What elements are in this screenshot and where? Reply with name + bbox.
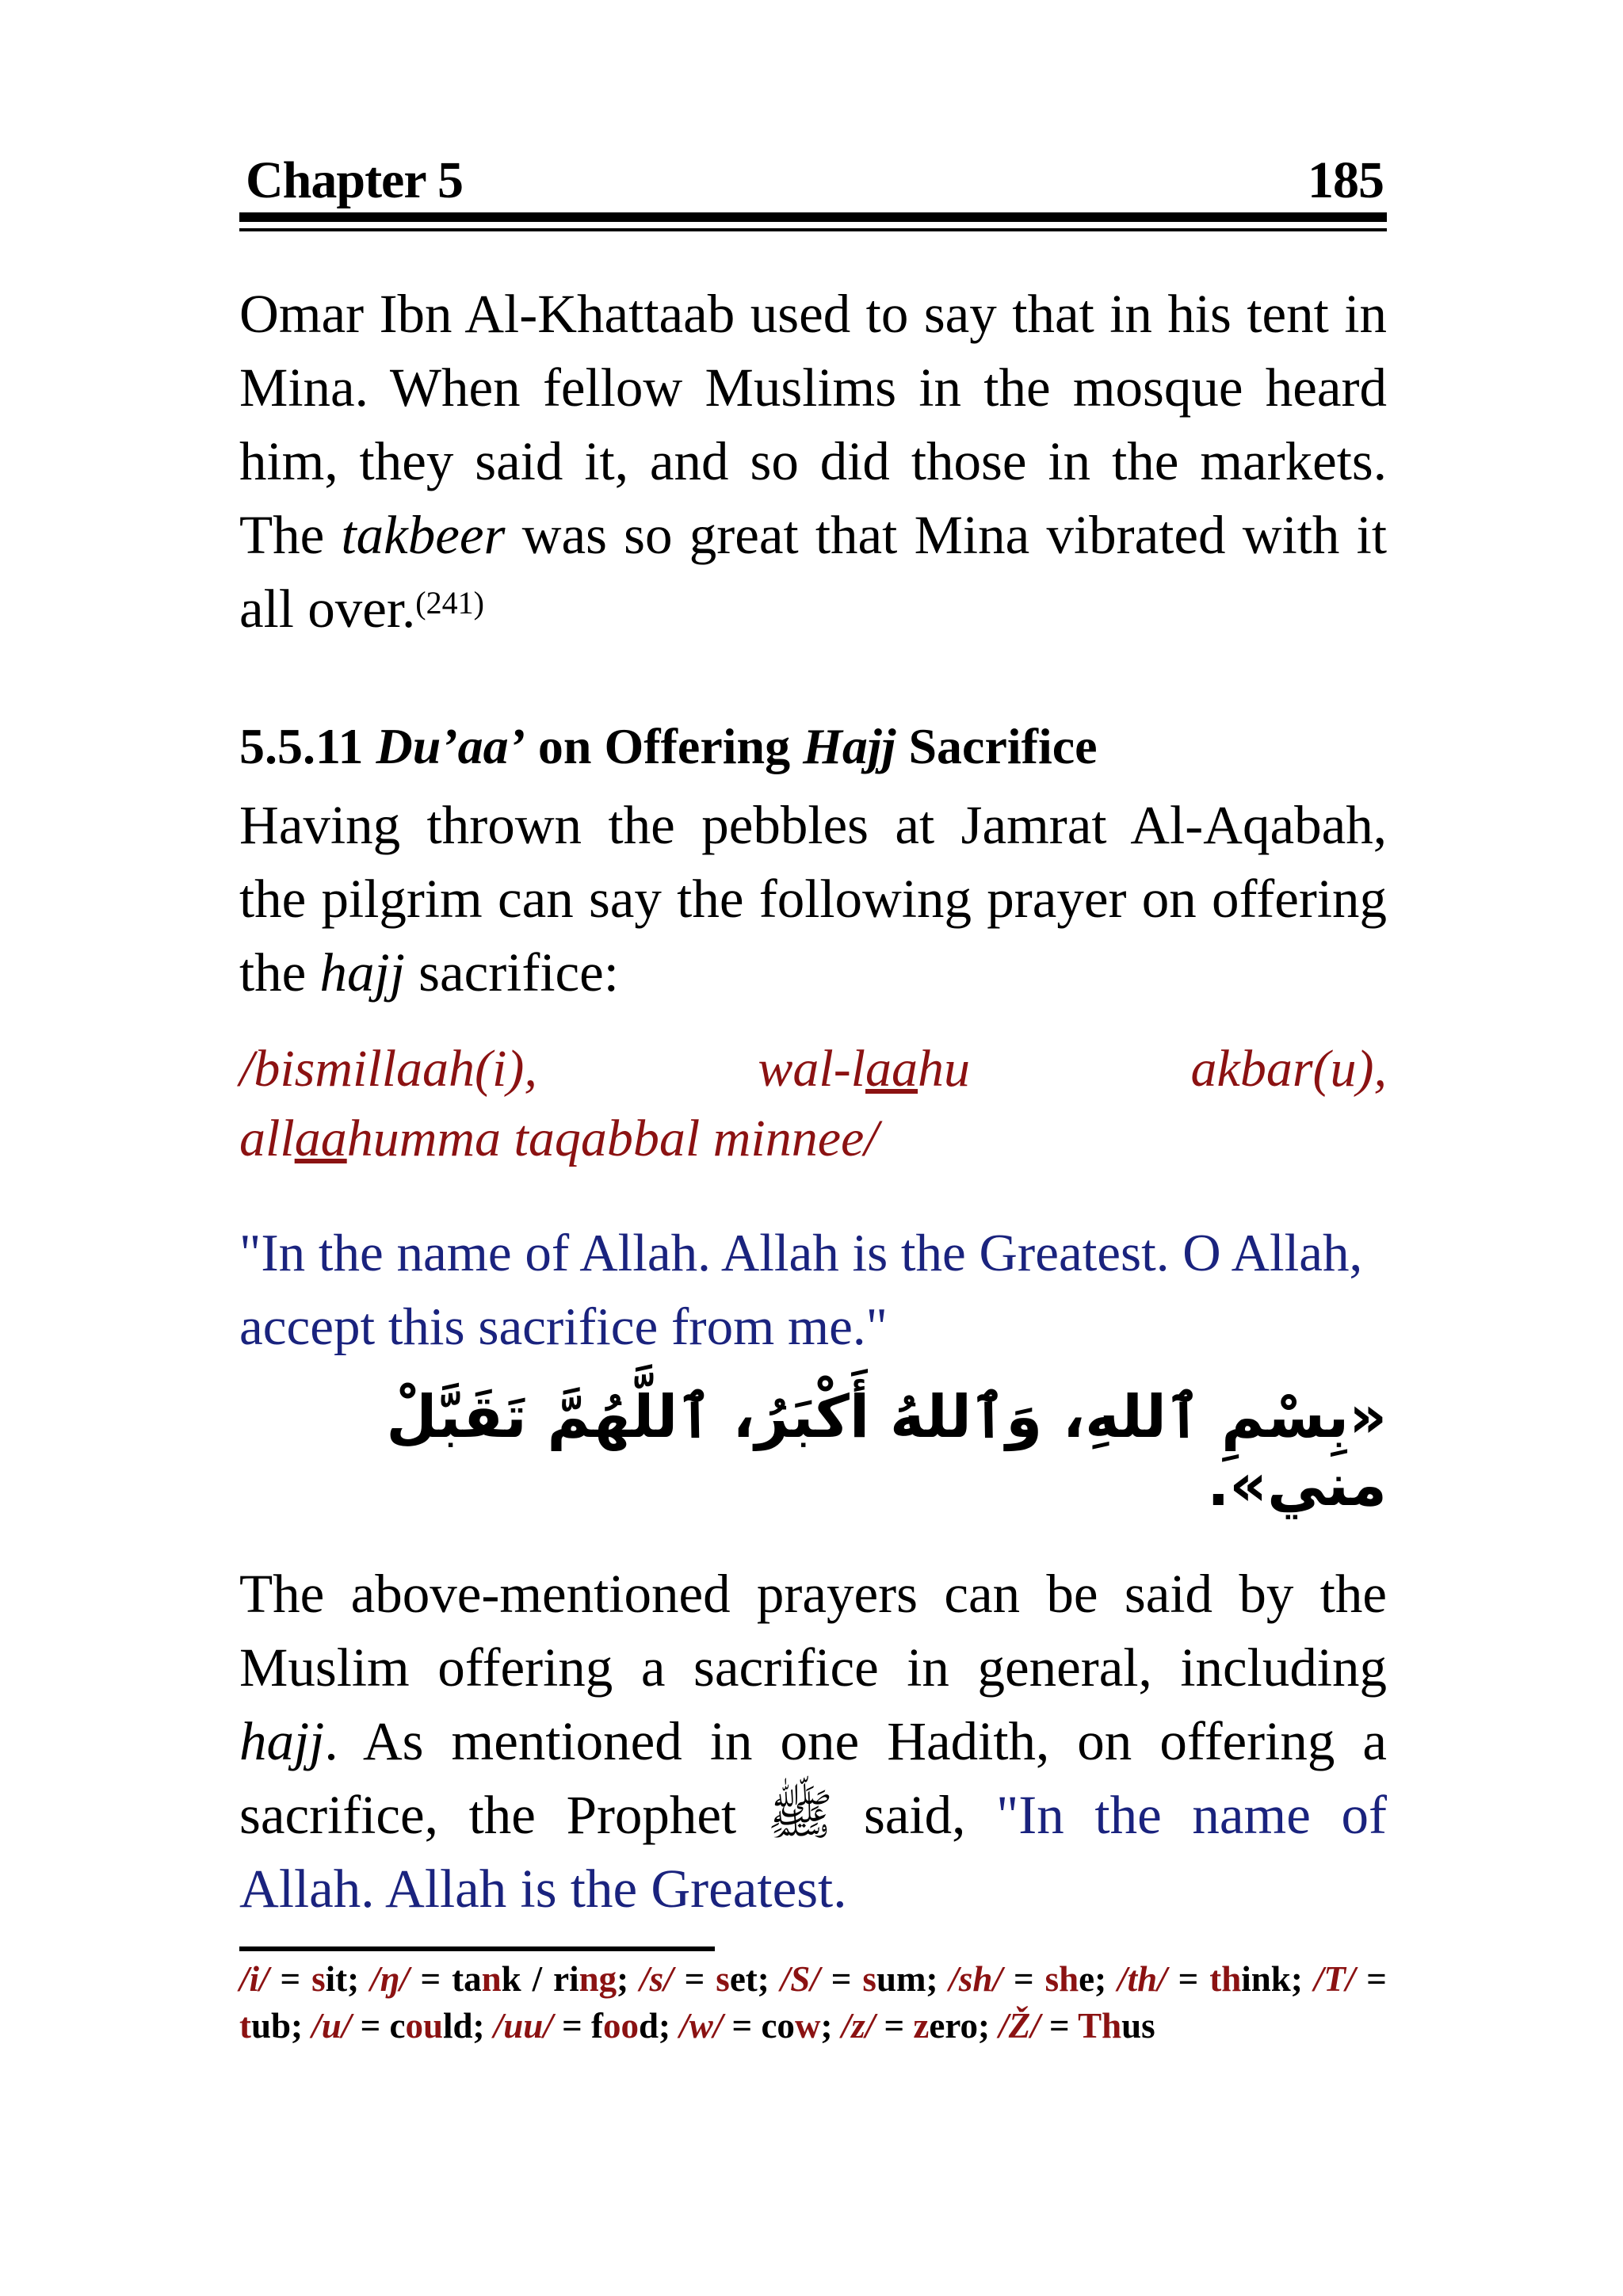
pronunciation-entry: /i/ = sit; [239, 1959, 371, 1999]
pronunciation-entry: /th/ = think; [1117, 1959, 1314, 1999]
pronunciation-entry: /w/ = cow; [679, 2006, 842, 2046]
pronunciation-entry: /s/ = set; [640, 1959, 781, 1999]
translation-quote: "In the name of Allah. Allah is the Greatest. O Allah, accept this sacrifice from me." [239, 1224, 1363, 1356]
pronunciation-entry: /sh/ = she; [949, 1959, 1118, 1999]
section-heading: 5.5.11 Du’aa’ on Offering Hajj Sacrifice [239, 718, 1098, 774]
arabic-supplication: «بِسْمِ ٱللهِ، وَٱللهُ أَكْبَرُ، ٱللَّهُمَّ تَقَبَّلْ مني». [386, 1383, 1387, 1519]
page-header [239, 151, 1387, 209]
paragraph-3: The above-mentioned prayers can be said by the Muslim offering a sacrifice in general, including hajj. As mentioned in one Hadith, on offering a sacrifice, the Prophet ﷺ said, "In the name of Allah. Allah is the Greatest. [239, 1564, 1388, 1919]
pronunciation-entry: /u/ = could; [311, 2006, 494, 2046]
hadith-quote: "In the name of Allah. Allah is the Greatest. [239, 1785, 1388, 1919]
pronunciation-entry: /S/ = sum; [780, 1959, 949, 1999]
transliteration: /bismillaah(i), wal-laahu akbar(u), allaahumma taqabbal minnee/ [239, 1040, 1387, 1167]
salutation-icon: ﷺ [766, 1785, 834, 1845]
paragraph-1: Omar Ibn Al-Khattaab used to say that in his tent in Mina. When fellow Muslims in the mosque heard him, they said it, and so did those in the markets. The takbeer was so great that Mina vibrated with it all over.$^{(241)}$ [239, 284, 1387, 639]
pronunciation-entry: /ŋ/ = tank / ring; [370, 1959, 640, 1999]
page-number: 185 [1308, 151, 1384, 209]
pronunciation-entry: /Ž/ = Thus [999, 2006, 1155, 2046]
pronunciation-entry: /T/ = tub; [239, 1959, 1387, 2046]
pronunciation-entry: /z/ = zero; [841, 2006, 999, 2046]
pronunciation-entry: /uu/ = food; [493, 2006, 680, 2046]
chapter-title: Chapter 5 [246, 151, 463, 209]
footnote-reference[interactable]: (241) [415, 585, 484, 621]
footnote-rule [239, 1946, 715, 1951]
header-rule-thin [239, 228, 1387, 231]
header-rule-thick [239, 212, 1387, 222]
paragraph-2: Having thrown the pebbles at Jamrat Al-Aqabah, the pilgrim can say the following prayer on offering the hajj sacrifice: [239, 795, 1387, 1003]
footnote-pronunciation-key [239, 1956, 1387, 2050]
